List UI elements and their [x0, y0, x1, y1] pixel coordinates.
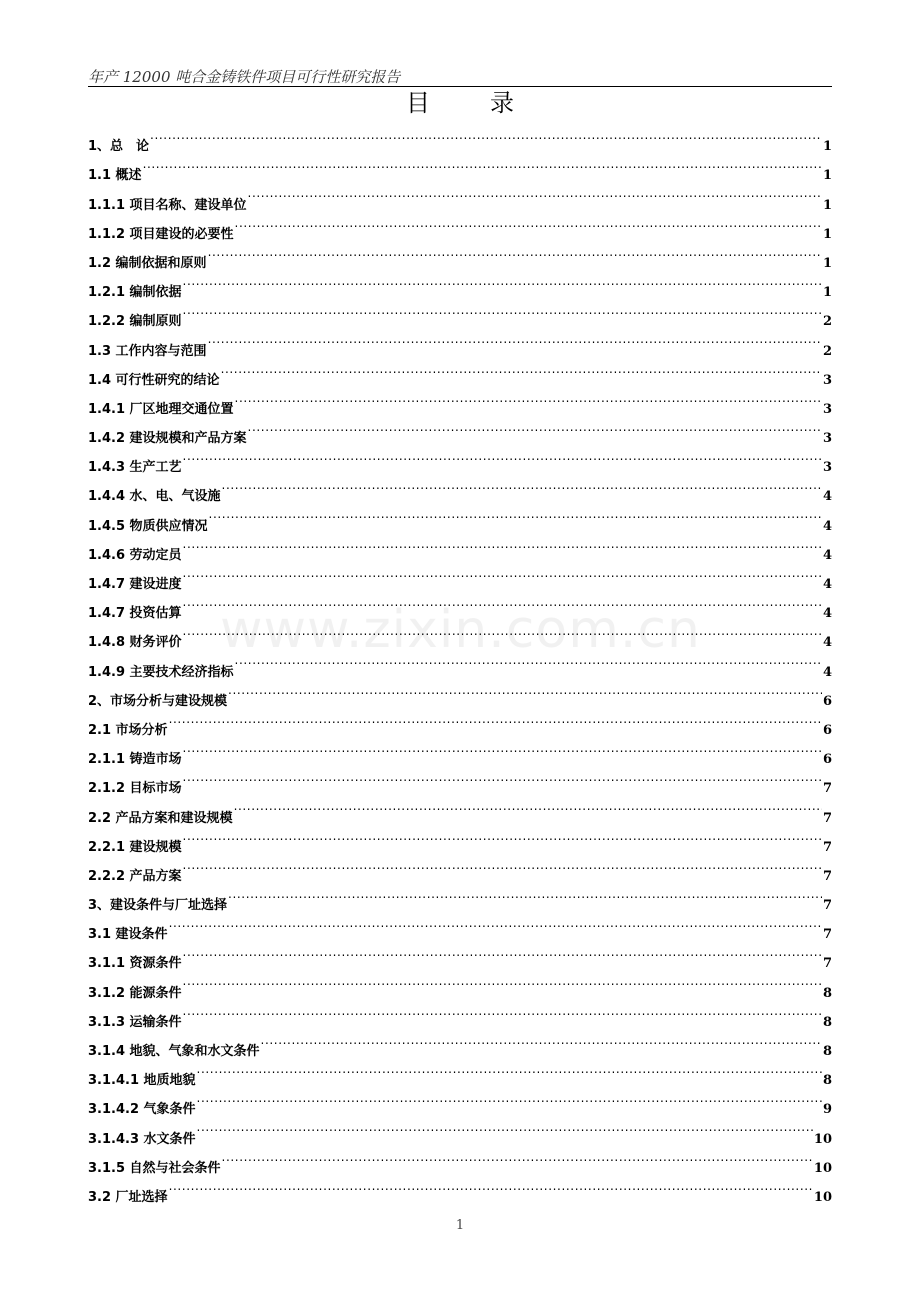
toc-entry[interactable] — [88, 471, 832, 505]
toc-entry[interactable] — [88, 967, 832, 1001]
toc-dot-leader — [183, 938, 822, 967]
toc-dot-leader — [197, 1084, 822, 1113]
toc-entry-page: 1 — [822, 139, 832, 155]
toc-dot-leader — [183, 530, 822, 559]
toc-dot-leader — [183, 822, 822, 851]
toc-entry-page: 7 — [822, 868, 832, 884]
toc-entry-label: 3.1.4 地貌、气象和水文条件 — [88, 1044, 260, 1059]
toc-entry[interactable] — [88, 588, 832, 622]
toc-dot-leader — [208, 238, 822, 267]
toc-entry-page: 1 — [822, 285, 832, 301]
toc-entry-label: 2.2.2 产品方案 — [88, 868, 182, 884]
toc-entry-page: 7 — [822, 927, 832, 943]
toc-entry-page: 8 — [822, 1014, 832, 1030]
toc-entry[interactable] — [88, 1172, 832, 1205]
toc-dot-leader — [228, 676, 822, 705]
toc-entry[interactable] — [88, 267, 832, 301]
toc-entry[interactable] — [88, 1026, 832, 1059]
toc-entry-page: 7 — [822, 839, 832, 855]
toc-entry-page: 6 — [822, 722, 832, 738]
toc-dot-leader — [183, 997, 822, 1026]
toc-dot-leader — [183, 734, 822, 763]
toc-entry-label: 1.4.2 建设规模和产品方案 — [88, 431, 247, 447]
toc-entry[interactable] — [88, 179, 832, 213]
toc-entry-page: 6 — [822, 693, 832, 709]
header-title: 年产 12000 吨合金铸铁件项目可行性研究报告 — [88, 68, 401, 86]
toc-entry[interactable] — [88, 121, 832, 155]
toc-entry-page: 1 — [822, 168, 832, 184]
toc-entry-page: 2 — [822, 343, 832, 359]
toc-entry-page: 1 — [822, 197, 832, 213]
toc-entry[interactable] — [88, 938, 832, 972]
toc-dot-leader — [183, 763, 822, 792]
toc-dot-leader — [150, 121, 822, 150]
toc-entry[interactable] — [88, 880, 832, 914]
toc-entry-label: 3、建设条件与厂址选择 — [88, 898, 228, 914]
toc-dot-leader — [183, 442, 822, 471]
toc-entry-label: 2.1.1 铸造市场 — [88, 752, 182, 768]
toc-dot-leader — [183, 559, 822, 588]
toc-dot-leader — [183, 617, 822, 646]
page-number: 1 — [455, 1218, 465, 1233]
toc-dot-leader — [183, 967, 822, 996]
toc-entry-label: 3.1.4.2 气象条件 — [88, 1102, 196, 1118]
toc-dot-leader — [197, 1113, 813, 1142]
toc-entry-page: 7 — [822, 956, 832, 972]
toc-entry-page: 3 — [822, 431, 832, 447]
toc-entry-page: 4 — [822, 489, 832, 505]
toc-entry-label: 3.2 厂址选择 — [88, 1189, 168, 1205]
toc-dot-leader — [235, 209, 822, 238]
toc-dot-leader — [183, 588, 822, 617]
toc-entry-page: 9 — [822, 1102, 832, 1118]
toc-entry-page: 2 — [822, 314, 832, 330]
toc-dot-leader — [183, 851, 822, 880]
toc-entry-label: 1.1 概述 — [88, 168, 142, 184]
toc-entry-label: 2.1.2 目标市场 — [88, 781, 182, 797]
toc-entry-page: 7 — [822, 781, 832, 797]
toc-dot-leader — [228, 880, 822, 909]
toc-entry-label: 1.2 编制依据和原则 — [88, 255, 207, 271]
toc-entry-page: 7 — [822, 810, 832, 826]
toc-entry[interactable] — [88, 763, 832, 797]
toc-entry[interactable] — [88, 646, 832, 680]
toc-entry-page: 10 — [813, 1160, 832, 1176]
toc-entry-label: 3.1.5 自然与社会条件 — [88, 1160, 221, 1176]
toc-entry-label: 1.4.8 财务评价 — [88, 635, 182, 651]
toc-entry-page: 6 — [822, 752, 832, 768]
toc-entry-label: 3.1.4.3 水文条件 — [88, 1131, 196, 1147]
toc-entry[interactable] — [88, 792, 832, 826]
toc-entry[interactable] — [88, 559, 832, 592]
toc-entry-page: 8 — [822, 1044, 832, 1059]
toc-entry-label: 3.1.2 能源条件 — [88, 985, 182, 1001]
toc-dot-leader — [169, 705, 822, 734]
toc-entry-label: 1.4.4 水、电、气设施 — [88, 489, 221, 505]
toc-entry[interactable] — [88, 851, 832, 884]
toc-entry-label: 1.4.6 劳动定员 — [88, 547, 182, 563]
toc-entry[interactable] — [88, 1084, 832, 1118]
toc-entry[interactable] — [88, 1143, 832, 1176]
toc-dot-leader — [248, 413, 822, 442]
toc-entry-page: 3 — [822, 372, 832, 388]
toc-entry-label: 1.4.3 生产工艺 — [88, 460, 182, 476]
toc-entry[interactable] — [88, 1055, 832, 1089]
toc-entry-label: 1.4.5 物质供应情况 — [88, 518, 208, 534]
toc-entry-label: 3.1.4.1 地质地貌 — [88, 1073, 196, 1089]
toc-entry-page: 4 — [822, 664, 832, 680]
toc-entry-label: 2.2 产品方案和建设规模 — [88, 810, 233, 826]
toc-entry-label: 2.1 市场分析 — [88, 722, 168, 738]
toc-dot-leader — [183, 296, 822, 325]
toc-entry[interactable] — [88, 997, 832, 1030]
toc-entry[interactable] — [88, 150, 832, 184]
toc-entry-page: 1 — [822, 255, 832, 271]
toc-entry[interactable] — [88, 442, 832, 476]
toc-entry-page: 7 — [822, 898, 832, 914]
toc-dot-leader — [234, 792, 822, 821]
toc-entry-label: 1、总 论 — [88, 139, 150, 155]
toc-dot-leader — [261, 1026, 822, 1055]
toc-entry-page: 4 — [822, 547, 832, 563]
toc-entry-page: 1 — [822, 226, 832, 242]
toc-entry-page: 10 — [813, 1189, 832, 1205]
toc-entry-page: 3 — [822, 401, 832, 417]
toc-entry-label: 3.1.1 资源条件 — [88, 956, 182, 972]
toc-dot-leader — [235, 384, 822, 413]
toc-entry-label: 2.2.1 建设规模 — [88, 839, 182, 855]
toc-dot-leader — [248, 179, 822, 208]
toc-entry[interactable] — [88, 909, 832, 943]
toc-entry-label: 2、市场分析与建设规模 — [88, 693, 228, 709]
toc-entry-label: 1.4.7 投资估算 — [88, 606, 182, 622]
toc-entry-page: 4 — [822, 518, 832, 534]
toc-entry-page: 10 — [813, 1131, 832, 1147]
toc-entry-label: 1.4.7 建设进度 — [88, 577, 182, 592]
toc-entry-page: 4 — [822, 606, 832, 622]
toc-dot-leader — [222, 1143, 813, 1172]
toc-dot-leader — [197, 1055, 822, 1084]
toc-entry[interactable] — [88, 734, 832, 768]
toc-entry-page: 4 — [822, 577, 832, 592]
toc-entry-label: 1.4 可行性研究的结论 — [88, 372, 220, 388]
toc-entry-page: 4 — [822, 635, 832, 651]
toc-entry-label: 3.1 建设条件 — [88, 927, 168, 943]
toc-entry-label: 1.4.9 主要技术经济指标 — [88, 664, 234, 680]
page-header — [88, 64, 832, 87]
toc-entry-label: 1.1.2 项目建设的必要性 — [88, 226, 234, 242]
toc-entry-page: 3 — [822, 460, 832, 476]
toc-dot-leader — [209, 500, 822, 529]
toc-entry[interactable] — [88, 296, 832, 330]
toc-entry[interactable] — [88, 1113, 832, 1147]
toc-dot-leader — [143, 150, 822, 179]
toc-dot-leader — [208, 325, 822, 354]
toc-dot-leader — [222, 471, 822, 500]
toc-dot-leader — [235, 646, 822, 675]
toc-dot-leader — [169, 1172, 813, 1201]
toc-entry-label: 1.2.1 编制依据 — [88, 285, 182, 301]
toc-dot-leader — [169, 909, 822, 938]
toc-entry[interactable] — [88, 705, 832, 738]
toc-entry[interactable] — [88, 325, 832, 359]
toc-entry-label: 1.3 工作内容与范围 — [88, 343, 207, 359]
toc-entry[interactable] — [88, 822, 832, 855]
toc-entry[interactable] — [88, 530, 832, 563]
table-of-contents — [88, 121, 832, 1205]
toc-entry-label: 1.4.1 厂区地理交通位置 — [88, 401, 234, 417]
toc-dot-leader — [221, 355, 822, 384]
toc-dot-leader — [183, 267, 822, 296]
toc-entry-label: 3.1.3 运输条件 — [88, 1014, 182, 1030]
toc-title: 目录 — [406, 89, 574, 117]
toc-entry-label: 1.2.2 编制原则 — [88, 314, 182, 330]
toc-entry-label: 1.1.1 项目名称、建设单位 — [88, 197, 247, 213]
toc-entry-page: 8 — [822, 1073, 832, 1089]
watermark: www.zixin.com.cn — [220, 600, 701, 660]
toc-entry-page: 8 — [822, 985, 832, 1001]
